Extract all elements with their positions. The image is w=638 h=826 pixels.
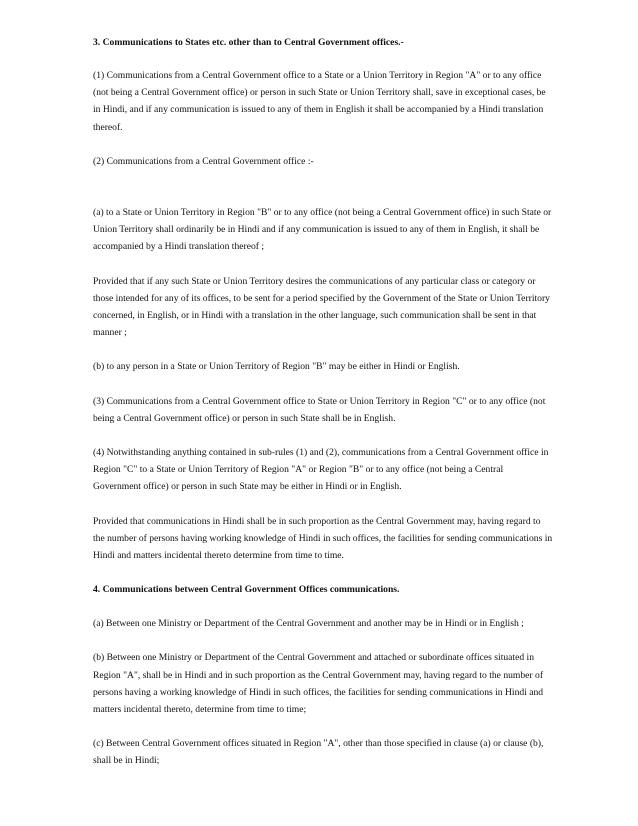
paragraph-3-2: (2) Communications from a Central Government office :- [93,155,314,167]
document-page [93,34,553,770]
paragraph-3-4: (4) Notwithstanding anything contained in sub-rules (1) and (2), communications from a Central Government office in Region "C" to a State or Union Territory of Region "A" or Region "B" or to any office (not being a Central Government office) or person in such State may be either in Hindi or in English. [93,447,549,493]
paragraph-3-2-a: (a) to a State or Union Territory in Region "B" or to any office (not being a Central Government office) in such State or Union Territory shall ordinarily be in Hindi and if any communication is issued to any of them in English, it shall be accompanied by a Hindi translation thereof ; [93,207,552,253]
paragraph-3-2-a-proviso: Provided that if any such State or Union Territory desires the communications of any particular class or category or those intended for any of its offices, to be sent for a period specified by the Government of the State or Union Territory concerned, in English, or in Hindi with a translation in the other language, such communication shall be sent in that manner ; [93,275,550,339]
paragraph-3-2-b: (b) to any person in a State or Union Territory of Region "B" may be either in Hindi or English. [93,361,460,373]
paragraph-4-c: (c) Between Central Government offices situated in Region "A", other than those specified in clause (a) or clause (b), shall be in Hindi; [93,738,544,767]
paragraph-4-b: (b) Between one Ministry or Department of the Central Government and attached or subordinate offices situated in Region "A", shall be in Hindi and in such proportion as the Central Government may, having regard to the number of persons having a working knowledge of Hindi in such offices, the facilities for sending communications in Hindi and matters incidental thereto, determine from time to time; [93,652,544,716]
paragraph-3-4-proviso: Provided that communications in Hindi shall be in such proportion as the Central Government may, having regard to the number of persons having working knowledge of Hindi in such offices, the facilities for sending communications in Hindi and matters incidental thereto determine from time to time. [93,515,553,562]
paragraph-3-1: (1) Communications from a Central Government office to a State or a Union Territory in Region "A" or to any office (not being a Central Government office) or person in such State or Union Territory shall, save in exceptional cases, be in Hindi, and if any communication is issued to any of them in English it shall be accompanied by a Hindi translation thereof. [93,70,546,133]
paragraph-4-a: (a) Between one Ministry or Department of the Central Government and another may be in Hindi or in English ; [93,618,524,630]
paragraph-3-3: (3) Communications from a Central Government office to State or Union Territory in Region "C" or to any office (not being a Central Government office) or person in such State shall be in English. [93,395,546,424]
section-4-heading: 4. Communications between Central Government Offices communications. [93,584,400,596]
section-3-heading: 3. Communications to States etc. other than to Central Government offices.- [93,37,404,48]
